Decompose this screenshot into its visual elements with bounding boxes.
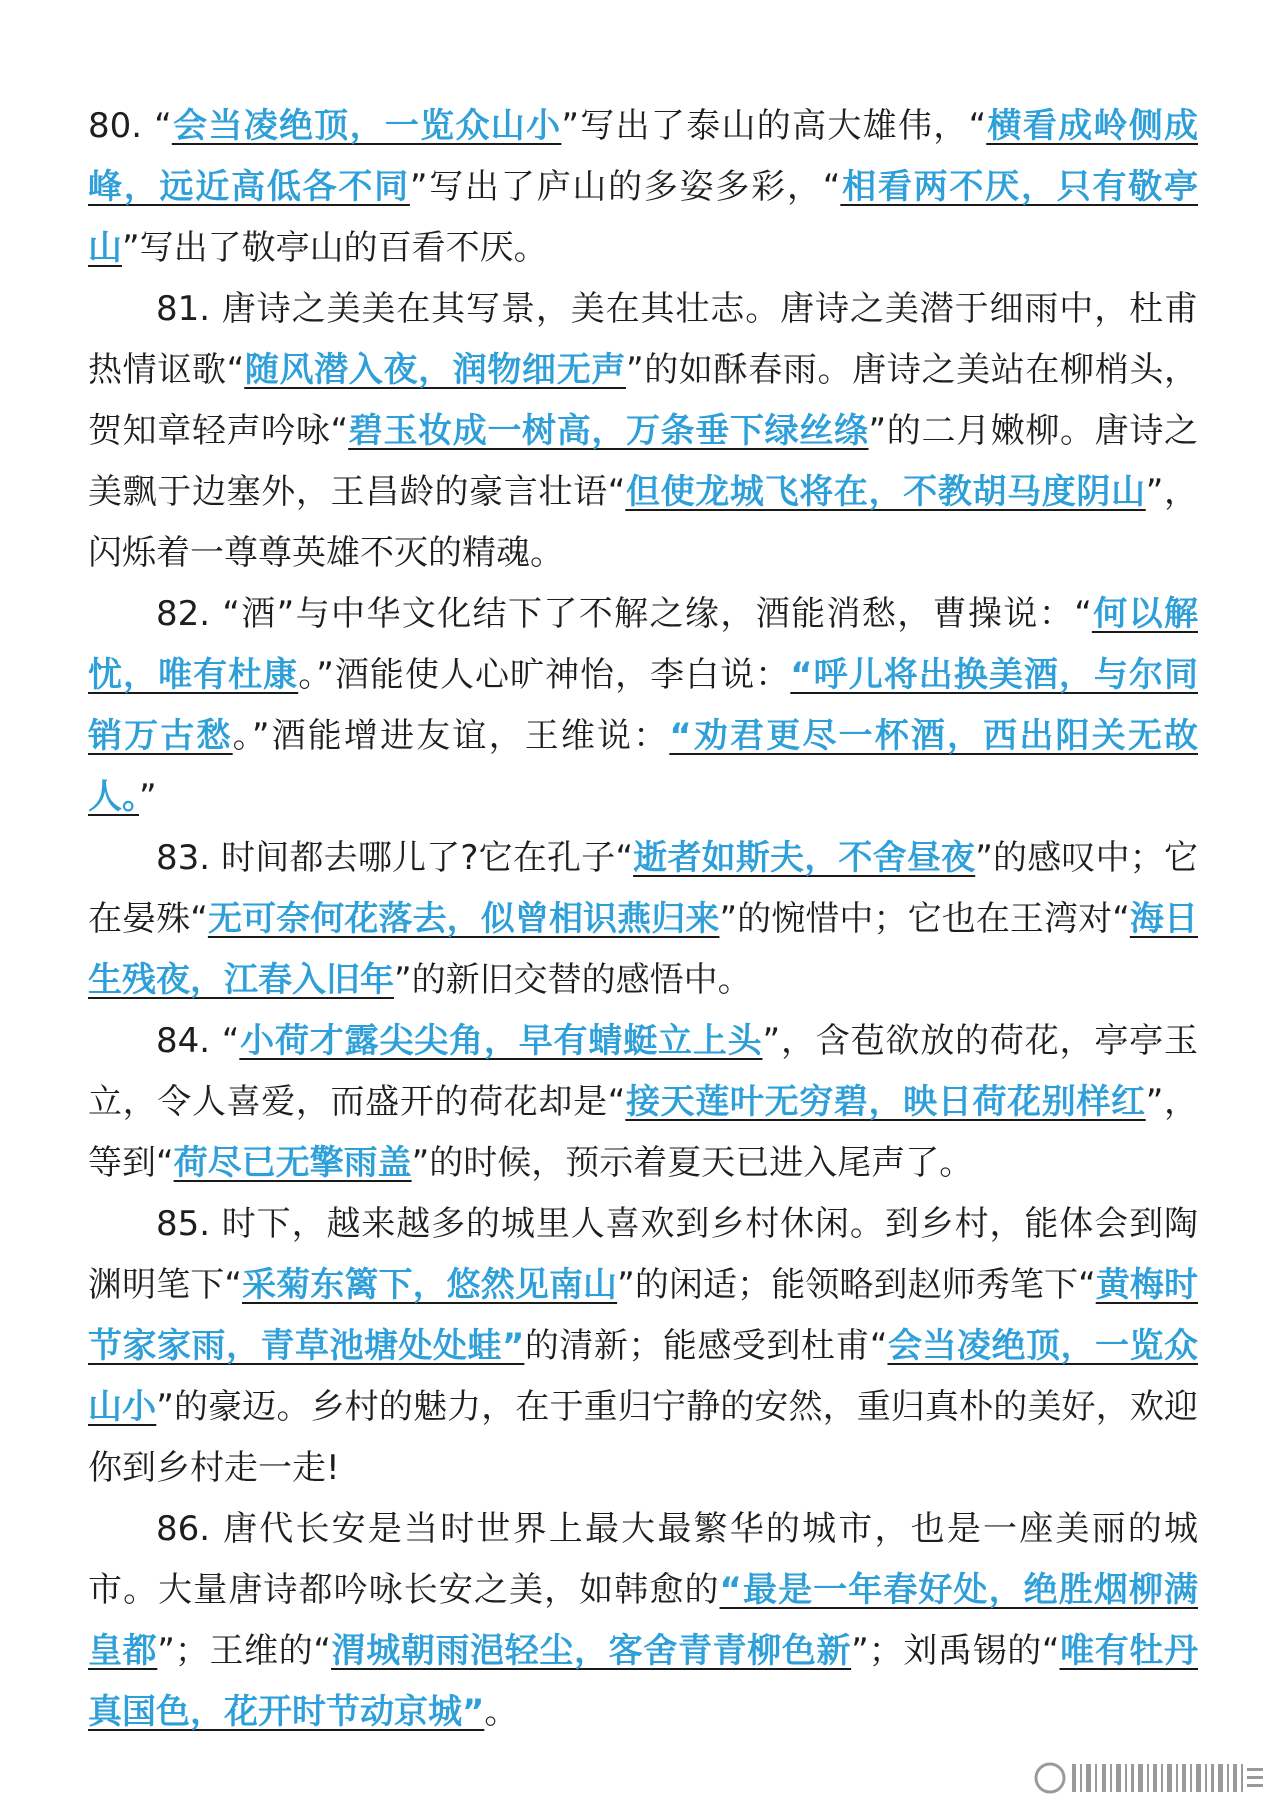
body-text: ”写出了泰山的高大雄伟，“ xyxy=(561,106,987,146)
paragraph-p81 xyxy=(88,279,1198,584)
body-text: 86. 唐代长安是当时世界上最大最繁华的城市，也是一座美丽的城市。大量唐诗都吟咏长安之美，如韩愈的 xyxy=(88,1509,1198,1610)
body-text: 。”酒能增进友谊，王维说： xyxy=(232,716,670,756)
body-text: ”的如酥春雨。唐诗之美站在柳梢头，贺知章轻声吟咏“ xyxy=(88,350,1198,451)
body-text: ”的二月嫩柳。唐诗之美飘于边塞外，王昌龄的豪言壮语“ xyxy=(88,411,1198,512)
body-text: ”；刘禹锡的“ xyxy=(851,1631,1060,1671)
body-text: ”的新旧交替的感悟中。 xyxy=(394,960,752,1000)
quoted-poem-line: “最是一年春好处，绝胜烟柳满皇都 xyxy=(88,1570,1198,1671)
quoted-poem-line: 接天莲叶无穷碧，映日荷花别样红 xyxy=(625,1082,1146,1122)
paragraph-p86 xyxy=(88,1499,1198,1743)
body-text: ”的闲适；能领略到赵师秀笔下“ xyxy=(617,1265,1096,1305)
quoted-poem-line: 海日生残夜，江春入旧年 xyxy=(88,899,1199,1000)
quoted-poem-line: 何以解忧，唯有杜康 xyxy=(88,594,1198,695)
body-text: 的清新；能感受到杜甫“ xyxy=(524,1326,888,1366)
quoted-poem-line: “劝君更尽一杯酒，西出阳关无故人。 xyxy=(88,716,1198,817)
paragraph-p80 xyxy=(88,96,1198,279)
body-text: 84. “ xyxy=(156,1021,240,1061)
body-text: ”，含苞欲放的荷花，亭亭玉立，令人喜爱，而盛开的荷花却是“ xyxy=(88,1021,1198,1122)
paragraph-p84 xyxy=(88,1011,1198,1194)
quoted-poem-line: 相看两不厌，只有敬亭山 xyxy=(88,167,1199,268)
body-text: ”；王维的“ xyxy=(157,1631,332,1671)
quoted-poem-line: “呼儿将出换美酒，与尔同销万古愁 xyxy=(88,655,1198,756)
quoted-poem-line: 随风潜入夜，润物细无声 xyxy=(244,350,626,390)
body-text: ”，闪烁着一尊尊英雄不灭的精魂。 xyxy=(88,472,1198,573)
quoted-poem-line: 渭城朝雨浥轻尘，客舍青青柳色新 xyxy=(331,1631,852,1671)
body-text: 。”酒能使人心旷神怡，李白说： xyxy=(298,655,791,695)
quoted-poem-line: 会当凌绝顶，一览众山小 xyxy=(171,106,562,146)
quoted-poem-line: 荷尽已无擎雨盖 xyxy=(173,1143,412,1183)
body-text: ”的感叹中；它在晏殊“ xyxy=(88,838,1198,939)
document-page xyxy=(88,96,1198,1743)
body-text: 85. 时下，越来越多的城里人喜欢到乡村休闲。到乡村，能体会到陶渊明笔下“ xyxy=(88,1204,1198,1305)
barcode-logo-icon xyxy=(1032,1758,1268,1798)
body-text: 83. 时间都去哪儿了?它在孔子“ xyxy=(156,838,634,878)
quoted-poem-line: 唯有牡丹真国色，花开时节动京城” xyxy=(88,1631,1199,1732)
body-text: ”的豪迈。乡村的魅力，在于重归宁静的安然，重归真朴的美好，欢迎你到乡村走一走! xyxy=(88,1387,1198,1488)
body-text: ”写出了敬亭山的百看不厌。 xyxy=(122,228,548,268)
body-text: ” xyxy=(139,777,157,817)
quoted-poem-line: 小荷才露尖尖角，早有蜻蜓立上头 xyxy=(239,1021,763,1061)
body-text: ”写出了庐山的多姿多彩，“ xyxy=(409,167,841,207)
body-text: 80. “ xyxy=(88,106,172,146)
quoted-poem-line: 但使龙城飞将在，不教胡马度阴山 xyxy=(625,472,1146,512)
quoted-poem-line: 碧玉妆成一树高，万条垂下绿丝绦 xyxy=(348,411,869,451)
quoted-poem-line: 横看成岭侧成峰，远近高低各不同 xyxy=(88,106,1199,207)
body-text: 81. 唐诗之美美在其写景，美在其壮志。唐诗之美潜于细雨中，杜甫热情讴歌“ xyxy=(88,289,1198,390)
quoted-poem-line: 黄梅时节家家雨，青草池塘处处蛙” xyxy=(88,1265,1199,1366)
body-text: 82. “酒”与中华文化结下了不解之缘，酒能消愁，曹操说：“ xyxy=(156,594,1092,634)
body-text: ”，等到“ xyxy=(88,1082,1198,1183)
quoted-poem-line: 逝者如斯夫，不舍昼夜 xyxy=(633,838,976,878)
quoted-poem-line: 采菊东篱下，悠然见南山 xyxy=(242,1265,618,1305)
paragraph-p83 xyxy=(88,828,1198,1011)
body-text: ”的时候，预示着夏天已进入尾声了。 xyxy=(411,1143,974,1183)
body-text: ”的惋惜中；它也在王湾对“ xyxy=(719,899,1130,939)
quoted-poem-line: 会当凌绝顶，一览众山小 xyxy=(88,1326,1198,1427)
paragraph-p82 xyxy=(88,584,1198,828)
body-text: 。 xyxy=(484,1692,519,1732)
quoted-poem-line: 无可奈何花落去，似曾相识燕归来 xyxy=(207,899,720,939)
paragraph-p85 xyxy=(88,1194,1198,1499)
